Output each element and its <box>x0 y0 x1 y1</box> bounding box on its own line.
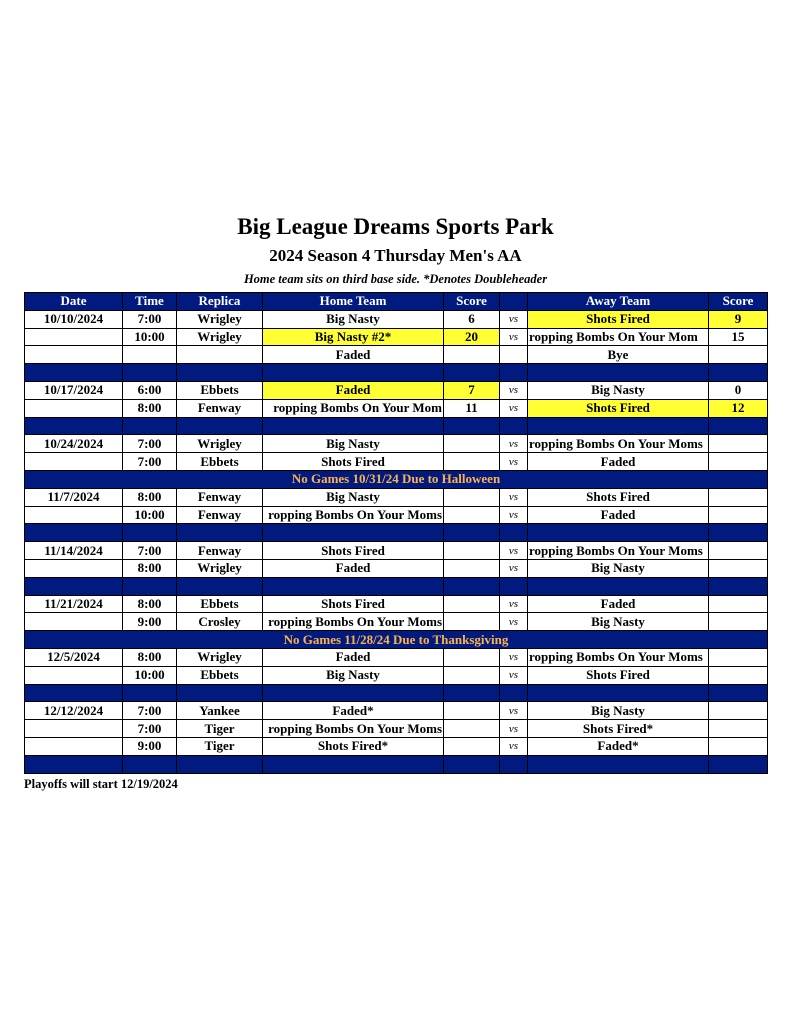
week-separator-row <box>25 364 768 382</box>
home-team-cell: ropping Bombs On Your Moms <box>263 506 444 524</box>
away-score-cell <box>709 702 768 720</box>
home-score-cell <box>444 559 500 577</box>
game-row <box>25 346 768 364</box>
away-team-cell: Shots Fired <box>528 666 709 684</box>
playoffs-note: Playoffs will start 12/19/2024 <box>24 777 178 791</box>
away-team-cell: Faded <box>528 453 709 471</box>
home-score-cell <box>444 648 500 666</box>
replica-cell: Ebbets <box>177 595 263 613</box>
home-score-cell <box>444 737 500 755</box>
away-team-cell: Shots Fired* <box>528 720 709 738</box>
away-score-cell: 0 <box>709 381 768 399</box>
separator-cell <box>444 417 500 435</box>
home-team-cell: ropping Bombs On Your Moms <box>263 613 444 631</box>
home-score-cell <box>444 346 500 364</box>
away-score-cell <box>709 346 768 364</box>
home-team-cell: Faded <box>263 381 444 399</box>
week-separator-row <box>25 577 768 595</box>
game-row <box>25 435 768 453</box>
home-score-cell <box>444 702 500 720</box>
replica-cell: Ebbets <box>177 666 263 684</box>
time-cell: 8:00 <box>123 595 177 613</box>
time-cell: 8:00 <box>123 488 177 506</box>
vs-label: vs <box>500 666 528 684</box>
separator-cell <box>709 684 768 702</box>
date-cell <box>25 559 123 577</box>
vs-label: vs <box>500 613 528 631</box>
vs-label: vs <box>500 506 528 524</box>
away-score-cell <box>709 648 768 666</box>
vs-label: vs <box>500 720 528 738</box>
replica-cell: Yankee <box>177 702 263 720</box>
no-games-notice: No Games 10/31/24 Due to Halloween <box>25 470 768 488</box>
replica-cell: Wrigley <box>177 648 263 666</box>
replica-cell: Wrigley <box>177 328 263 346</box>
away-team-cell: ropping Bombs On Your Mom <box>528 328 709 346</box>
vs-label: vs <box>500 702 528 720</box>
away-team-cell: Faded* <box>528 737 709 755</box>
separator-cell <box>444 755 500 773</box>
separator-cell <box>177 524 263 542</box>
replica-cell: Fenway <box>177 488 263 506</box>
separator-cell <box>177 364 263 382</box>
separator-cell <box>500 684 528 702</box>
replica-cell: Crosley <box>177 613 263 631</box>
time-cell: 9:00 <box>123 737 177 755</box>
vs-label: vs <box>500 595 528 613</box>
col-header-date: Date <box>25 293 123 311</box>
date-cell: 11/7/2024 <box>25 488 123 506</box>
separator-cell <box>263 417 444 435</box>
home-score-cell <box>444 613 500 631</box>
date-cell <box>25 613 123 631</box>
date-cell <box>25 346 123 364</box>
time-cell: 7:00 <box>123 702 177 720</box>
date-cell <box>25 720 123 738</box>
home-team-cell: Big Nasty <box>263 435 444 453</box>
replica-cell: Wrigley <box>177 559 263 577</box>
separator-cell <box>444 684 500 702</box>
away-team-cell: Bye <box>528 346 709 364</box>
separator-cell <box>709 577 768 595</box>
separator-cell <box>709 755 768 773</box>
col-header-replica: Replica <box>177 293 263 311</box>
home-team-cell: Faded <box>263 346 444 364</box>
vs-label: vs <box>500 648 528 666</box>
week-separator-row <box>25 755 768 773</box>
home-team-cell: ropping Bombs On Your Moms <box>263 720 444 738</box>
home-score-cell <box>444 435 500 453</box>
separator-cell <box>177 684 263 702</box>
time-cell: 7:00 <box>123 720 177 738</box>
schedule-note: Home team sits on third base side. *Denotes Doubleheader <box>243 272 548 286</box>
replica-cell: Tiger <box>177 737 263 755</box>
time-cell: 8:00 <box>123 648 177 666</box>
away-score-cell <box>709 720 768 738</box>
table-header-row <box>25 293 768 311</box>
separator-cell <box>528 577 709 595</box>
separator-cell <box>123 684 177 702</box>
game-row <box>25 399 768 417</box>
away-score-cell: 9 <box>709 310 768 328</box>
time-cell: 10:00 <box>123 666 177 684</box>
away-score-cell: 12 <box>709 399 768 417</box>
separator-cell <box>123 524 177 542</box>
home-score-cell: 20 <box>444 328 500 346</box>
away-score-cell <box>709 595 768 613</box>
away-score-cell <box>709 453 768 471</box>
away-score-cell <box>709 506 768 524</box>
separator-cell <box>263 524 444 542</box>
home-score-cell: 6 <box>444 310 500 328</box>
replica-cell: Wrigley <box>177 435 263 453</box>
separator-cell <box>500 417 528 435</box>
home-score-cell <box>444 666 500 684</box>
home-team-cell: Big Nasty <box>263 666 444 684</box>
separator-cell <box>709 364 768 382</box>
separator-cell <box>444 364 500 382</box>
separator-cell <box>528 417 709 435</box>
date-cell: 10/24/2024 <box>25 435 123 453</box>
separator-cell <box>528 524 709 542</box>
away-score-cell <box>709 666 768 684</box>
page-title: Big League Dreams Sports Park <box>237 214 554 239</box>
home-score-cell: 7 <box>444 381 500 399</box>
separator-cell <box>123 755 177 773</box>
replica-cell: Fenway <box>177 542 263 560</box>
game-row <box>25 613 768 631</box>
game-row <box>25 559 768 577</box>
col-header-home-score: Score <box>444 293 500 311</box>
game-row <box>25 453 768 471</box>
date-cell: 11/14/2024 <box>25 542 123 560</box>
date-cell: 11/21/2024 <box>25 595 123 613</box>
col-header-vs <box>500 293 528 311</box>
away-team-cell: Big Nasty <box>528 613 709 631</box>
away-team-cell: ropping Bombs On Your Moms <box>528 542 709 560</box>
separator-cell <box>25 577 123 595</box>
home-team-cell: Shots Fired* <box>263 737 444 755</box>
game-row <box>25 666 768 684</box>
away-score-cell: 15 <box>709 328 768 346</box>
game-row <box>25 381 768 399</box>
replica-cell: Ebbets <box>177 453 263 471</box>
col-header-away-team: Away Team <box>528 293 709 311</box>
time-cell <box>123 346 177 364</box>
separator-cell <box>444 577 500 595</box>
separator-cell <box>25 524 123 542</box>
separator-cell <box>123 364 177 382</box>
date-cell <box>25 399 123 417</box>
date-cell: 10/10/2024 <box>25 310 123 328</box>
home-score-cell <box>444 542 500 560</box>
date-cell <box>25 328 123 346</box>
replica-cell: Tiger <box>177 720 263 738</box>
separator-cell <box>263 755 444 773</box>
game-row <box>25 488 768 506</box>
home-team-cell: Shots Fired <box>263 595 444 613</box>
game-row <box>25 648 768 666</box>
date-cell <box>25 666 123 684</box>
away-team-cell: ropping Bombs On Your Moms <box>528 648 709 666</box>
game-row <box>25 310 768 328</box>
home-team-cell: Shots Fired <box>263 542 444 560</box>
no-games-notice: No Games 11/28/24 Due to Thanksgiving <box>25 631 768 649</box>
game-row <box>25 328 768 346</box>
separator-cell <box>25 417 123 435</box>
separator-cell <box>123 577 177 595</box>
separator-cell <box>123 417 177 435</box>
vs-label: vs <box>500 328 528 346</box>
separator-cell <box>709 524 768 542</box>
vs-label: vs <box>500 488 528 506</box>
home-team-cell: Faded <box>263 648 444 666</box>
separator-cell <box>500 577 528 595</box>
away-score-cell <box>709 737 768 755</box>
separator-cell <box>500 755 528 773</box>
away-team-cell: Shots Fired <box>528 310 709 328</box>
home-score-cell <box>444 506 500 524</box>
away-score-cell <box>709 488 768 506</box>
week-separator-row <box>25 524 768 542</box>
separator-cell <box>528 364 709 382</box>
vs-label: vs <box>500 737 528 755</box>
home-score-cell <box>444 595 500 613</box>
col-header-home-team: Home Team <box>263 293 444 311</box>
col-header-away-score: Score <box>709 293 768 311</box>
away-score-cell <box>709 435 768 453</box>
separator-cell <box>25 364 123 382</box>
home-score-cell <box>444 453 500 471</box>
date-cell: 10/17/2024 <box>25 381 123 399</box>
replica-cell: Ebbets <box>177 381 263 399</box>
away-team-cell: Big Nasty <box>528 381 709 399</box>
date-cell: 12/12/2024 <box>25 702 123 720</box>
season-subtitle: 2024 Season 4 Thursday Men's AA <box>269 246 522 265</box>
separator-cell <box>263 364 444 382</box>
separator-cell <box>500 524 528 542</box>
time-cell: 8:00 <box>123 399 177 417</box>
away-team-cell: Shots Fired <box>528 488 709 506</box>
vs-label: vs <box>500 435 528 453</box>
away-team-cell: Shots Fired <box>528 399 709 417</box>
separator-cell <box>709 417 768 435</box>
game-row <box>25 542 768 560</box>
separator-cell <box>444 524 500 542</box>
home-score-cell: 11 <box>444 399 500 417</box>
home-team-cell: Big Nasty <box>263 488 444 506</box>
time-cell: 7:00 <box>123 542 177 560</box>
replica-cell: Wrigley <box>177 310 263 328</box>
vs-label: vs <box>500 399 528 417</box>
separator-cell <box>177 577 263 595</box>
home-team-cell: Shots Fired <box>263 453 444 471</box>
home-team-cell: Big Nasty #2* <box>263 328 444 346</box>
vs-label: vs <box>500 559 528 577</box>
time-cell: 10:00 <box>123 328 177 346</box>
vs-label: vs <box>500 542 528 560</box>
separator-cell <box>177 755 263 773</box>
date-cell: 12/5/2024 <box>25 648 123 666</box>
separator-cell <box>528 684 709 702</box>
home-score-cell <box>444 720 500 738</box>
away-team-cell: Big Nasty <box>528 559 709 577</box>
home-team-cell: ropping Bombs On Your Mom <box>263 399 444 417</box>
away-team-cell: Faded <box>528 506 709 524</box>
away-score-cell <box>709 613 768 631</box>
game-row <box>25 702 768 720</box>
separator-cell <box>500 364 528 382</box>
separator-cell <box>25 684 123 702</box>
date-cell <box>25 453 123 471</box>
replica-cell <box>177 346 263 364</box>
home-team-cell: Big Nasty <box>263 310 444 328</box>
separator-cell <box>177 417 263 435</box>
away-team-cell: ropping Bombs On Your Moms <box>528 435 709 453</box>
home-score-cell <box>444 488 500 506</box>
game-row <box>25 720 768 738</box>
separator-cell <box>25 755 123 773</box>
time-cell: 7:00 <box>123 453 177 471</box>
date-cell <box>25 737 123 755</box>
away-score-cell <box>709 559 768 577</box>
time-cell: 10:00 <box>123 506 177 524</box>
time-cell: 6:00 <box>123 381 177 399</box>
separator-cell <box>263 577 444 595</box>
vs-label <box>500 346 528 364</box>
col-header-time: Time <box>123 293 177 311</box>
no-games-notice-row <box>25 631 768 649</box>
time-cell: 7:00 <box>123 310 177 328</box>
week-separator-row <box>25 417 768 435</box>
game-row <box>25 737 768 755</box>
replica-cell: Fenway <box>177 506 263 524</box>
separator-cell <box>528 755 709 773</box>
no-games-notice-row <box>25 470 768 488</box>
separator-cell <box>263 684 444 702</box>
vs-label: vs <box>500 310 528 328</box>
date-cell <box>25 506 123 524</box>
time-cell: 8:00 <box>123 559 177 577</box>
game-row <box>25 595 768 613</box>
time-cell: 7:00 <box>123 435 177 453</box>
away-team-cell: Faded <box>528 595 709 613</box>
game-row <box>25 506 768 524</box>
time-cell: 9:00 <box>123 613 177 631</box>
vs-label: vs <box>500 453 528 471</box>
away-score-cell <box>709 542 768 560</box>
home-team-cell: Faded <box>263 559 444 577</box>
home-team-cell: Faded* <box>263 702 444 720</box>
replica-cell: Fenway <box>177 399 263 417</box>
schedule-table <box>24 292 768 774</box>
vs-label: vs <box>500 381 528 399</box>
away-team-cell: Big Nasty <box>528 702 709 720</box>
week-separator-row <box>25 684 768 702</box>
